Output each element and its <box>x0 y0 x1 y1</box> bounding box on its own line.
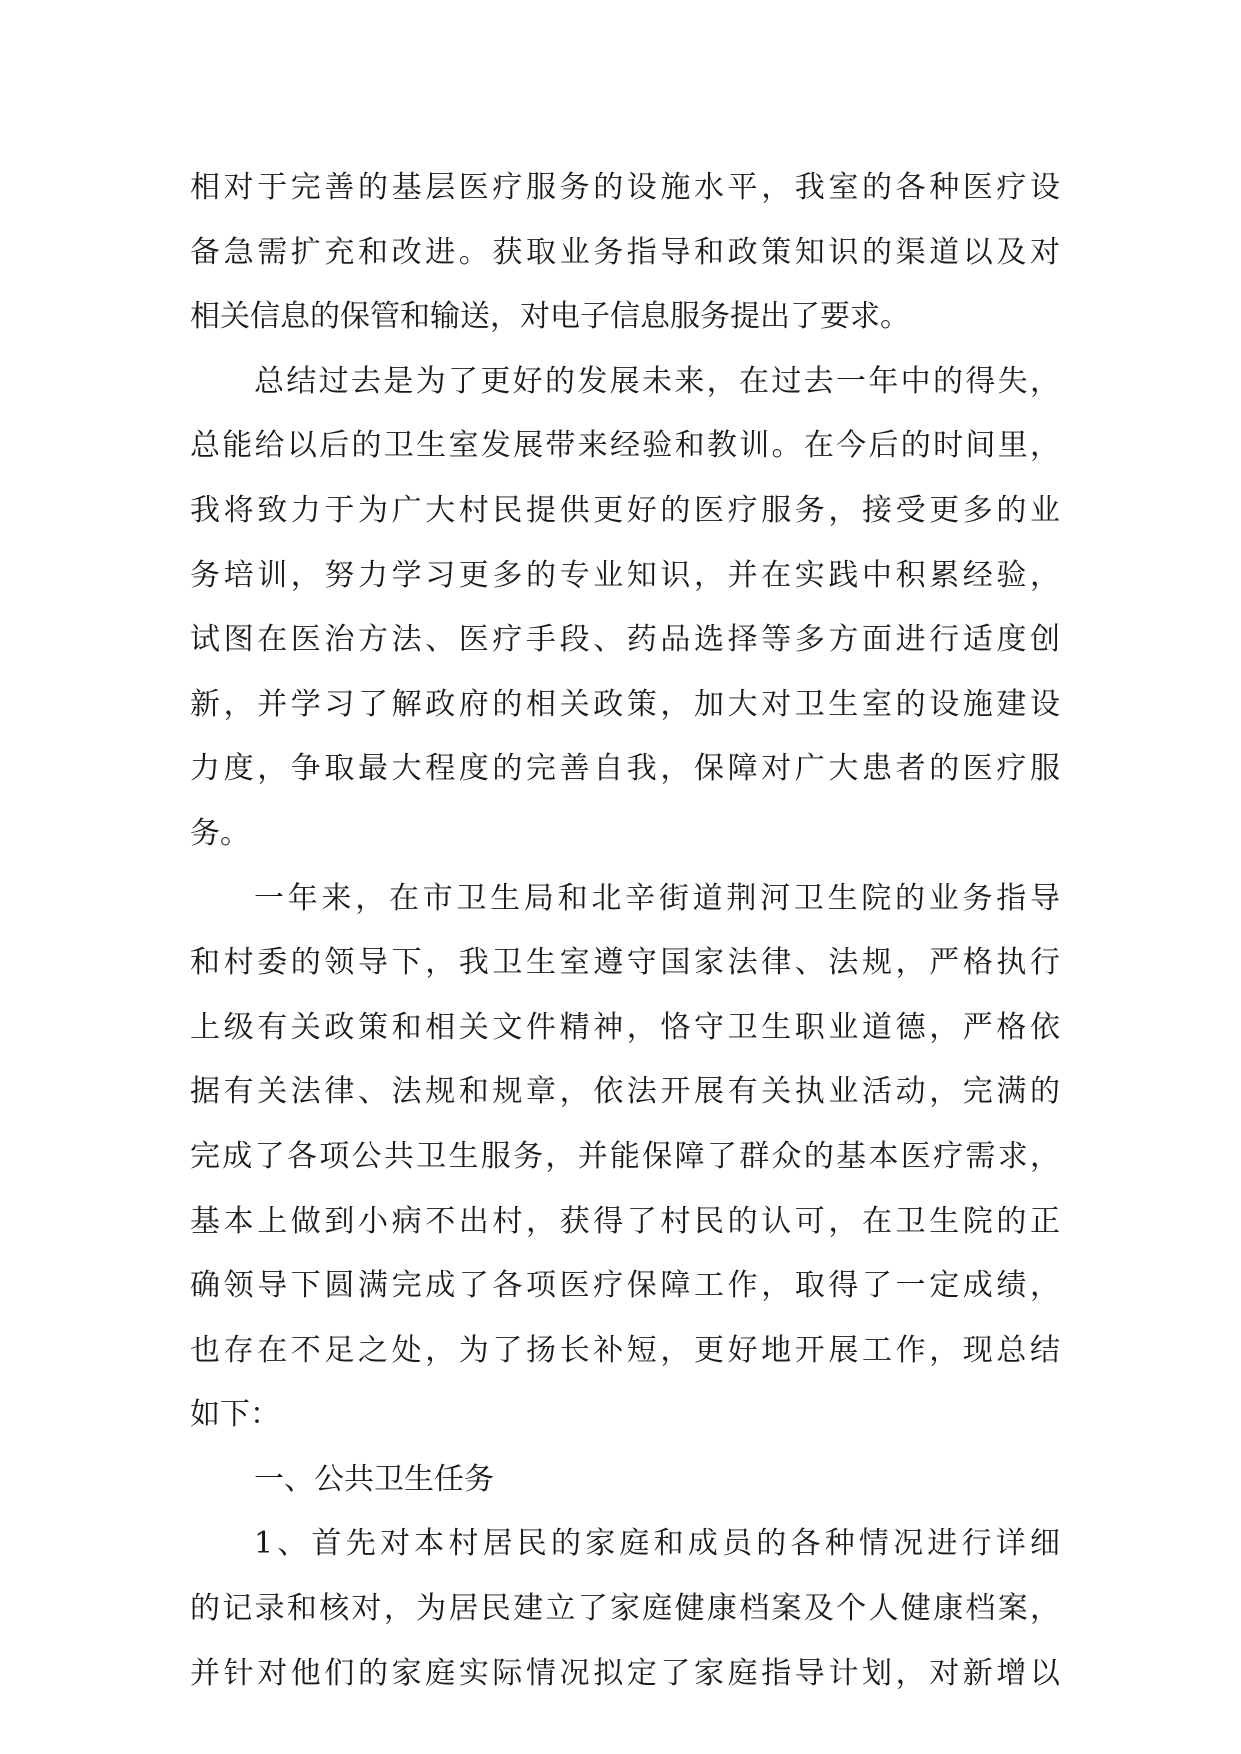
text-line: 如下： <box>190 1397 280 1433</box>
text-line: 力度，争取最大程度的完善自我，保障对广大患者的医疗服 <box>190 751 1060 787</box>
text-line: 据有关法律、法规和规章，依法开展有关执业活动，完满的 <box>190 1074 1060 1110</box>
text-line: 确领导下圆满完成了各项医疗保障工作，取得了一定成绩， <box>190 1268 1060 1304</box>
text-line: 完成了各项公共卫生服务，并能保障了群众的基本医疗需求， <box>190 1138 1060 1174</box>
text-line: 务。 <box>190 815 250 851</box>
text-line: 相关信息的保管和输送，对电子信息服务提出了要求。 <box>190 299 910 335</box>
text-line: 总结过去是为了更好的发展未来，在过去一年中的得失， <box>254 363 1060 399</box>
text-line: 备急需扩充和改进。获取业务指导和政策知识的渠道以及对 <box>190 234 1060 270</box>
text-line: 和村委的领导下，我卫生室遵守国家法律、法规，严格执行 <box>190 945 1060 981</box>
text-line: 上级有关政策和相关文件精神，恪守卫生职业道德，严格依 <box>190 1009 1060 1045</box>
text-line: 的记录和核对，为居民建立了家庭健康档案及个人健康档案， <box>190 1591 1060 1627</box>
text-line: 也存在不足之处，为了扬长补短，更好地开展工作，现总结 <box>190 1332 1060 1368</box>
text-line: 1、首先对本村居民的家庭和成员的各种情况进行详细 <box>254 1526 1060 1562</box>
text-line: 试图在医治方法、医疗手段、药品选择等多方面进行适度创 <box>190 622 1060 658</box>
text-line: 一、公共卫生任务 <box>254 1461 494 1497</box>
document-body <box>190 156 1060 1706</box>
text-line: 新，并学习了解政府的相关政策，加大对卫生室的设施建设 <box>190 686 1060 722</box>
text-line: 并针对他们的家庭实际情况拟定了家庭指导计划，对新增以 <box>190 1655 1060 1691</box>
text-line: 相对于完善的基层医疗服务的设施水平，我室的各种医疗设 <box>190 170 1060 205</box>
text-line: 我将致力于为广大村民提供更好的医疗服务，接受更多的业 <box>190 492 1060 528</box>
text-line: 一年来，在市卫生局和北辛街道荆河卫生院的业务指导 <box>254 880 1060 916</box>
text-line: 务培训，努力学习更多的专业知识，并在实践中积累经验， <box>190 557 1060 593</box>
text-line: 基本上做到小病不出村，获得了村民的认可，在卫生院的正 <box>190 1203 1060 1239</box>
text-line: 总能给以后的卫生室发展带来经验和教训。在今后的时间里， <box>190 428 1060 464</box>
